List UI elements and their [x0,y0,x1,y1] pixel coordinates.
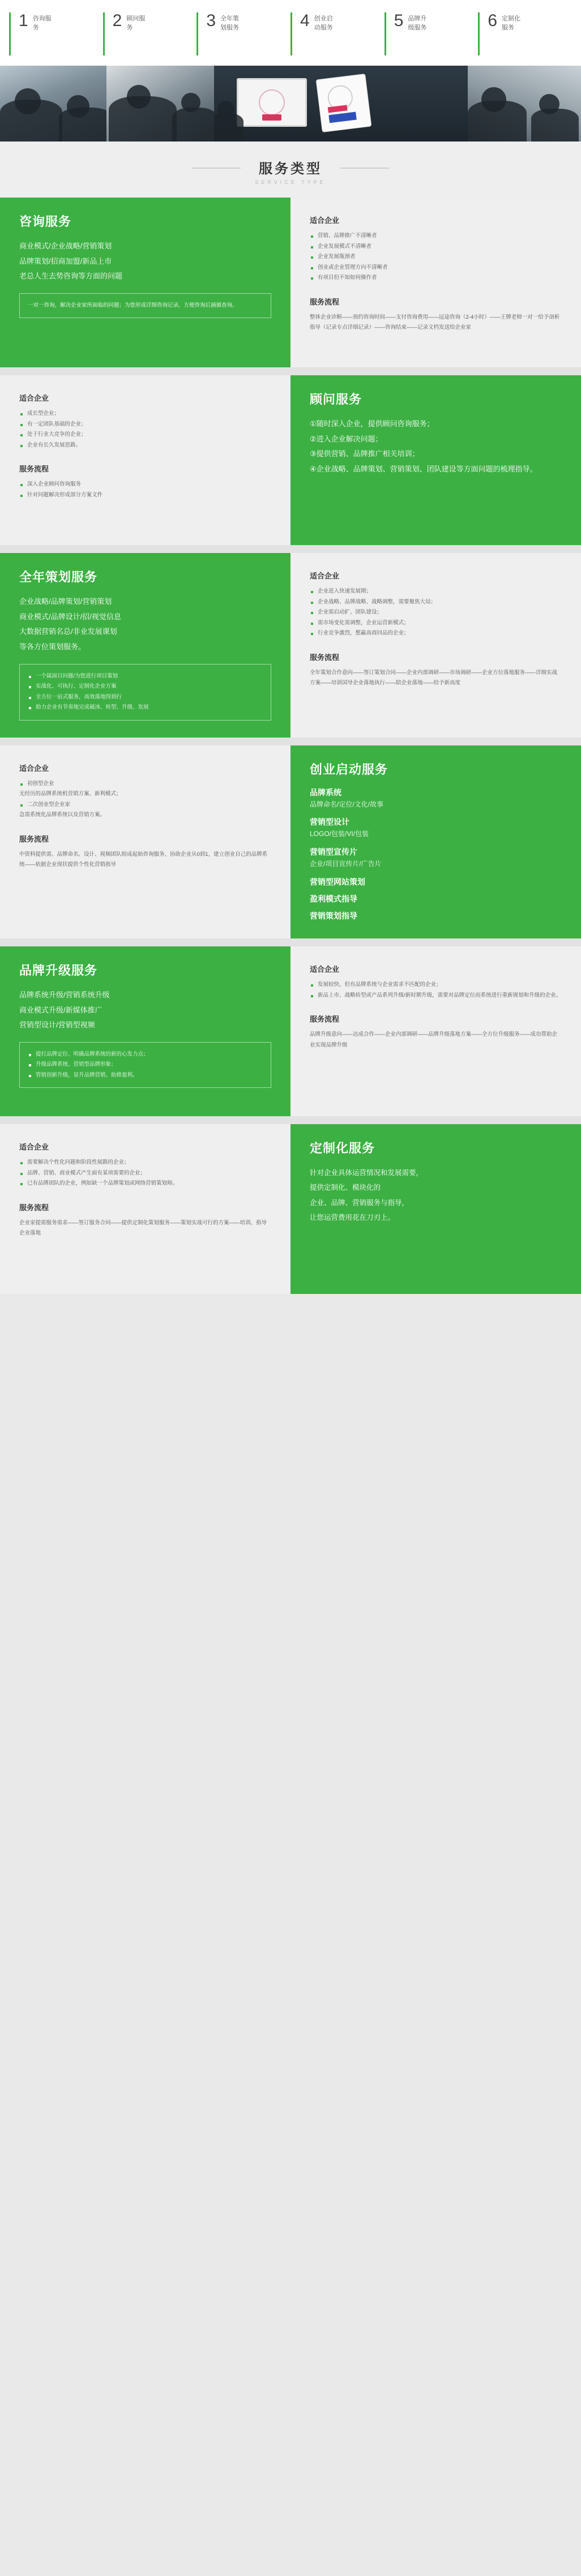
flow-text: 整体企业诊断——预约咨询时间——支付咨询费用——远途咨询（2-4小时）——王牌老师一对一给予剖析指导（记录专点详细记录）——咨询结束——记录文档发送给企业家 [310,314,560,331]
list-item: 针对问题解决形成部分方案文件 [19,490,271,501]
step-number: 5 [394,11,404,30]
flow-list [19,479,271,500]
list-item: 企业需启动扩、团队建设； [310,607,562,618]
section-subtitle: SERVICE TYPE [255,179,326,185]
card-blue-bar [328,112,356,123]
service-title: 创业启动服务 [310,762,388,777]
list-item: 升级品牌系统、营销型品牌形象； [28,1060,263,1070]
service-feature: ②进入企业解决问题； [310,434,383,443]
step-label: 全年策划服务 [220,15,240,31]
step-number: 6 [488,11,498,30]
fit-list [310,586,562,639]
lead-line: 企业、品牌、营销服务与指导， [310,1198,409,1207]
list-item: 营销、品牌推广不清晰者 [310,231,562,242]
step-label: 品牌升级服务 [408,15,427,31]
hero-photo-center-presentation [214,66,468,142]
list-item: 企业发展瓶颈者 [310,252,562,263]
service-lead [310,1165,562,1225]
sub-service-body: LOGO/包装/VI/包装 [310,830,369,838]
fit-list-secondary [19,800,271,811]
step-item-1[interactable] [9,12,103,55]
service-feature-list [310,417,562,477]
service-title: 定制化服务 [310,1141,375,1156]
step-item-2[interactable] [103,12,197,55]
hero-photo-mid-left [106,66,214,142]
service-green-pane [290,1124,581,1294]
service-block-brand-upgrade [0,946,581,1116]
service-feature-list [19,988,271,1033]
service-feature: 大数据营销名总/非业发展课划 [19,627,117,636]
list-item: 有项目但不知如何操作者 [310,273,562,284]
screen-logo-mark [259,89,285,115]
list-item: 创业或企业管理方向不清晰者 [310,263,562,273]
list-item: 品牌、营销、商业模式产生面有某项需要的企业； [19,1168,271,1179]
flow-text: 企业家提需服务需求——签订服务合同——提供定制化策划服务——策划实战可行的方案——培训、指导企业落地 [19,1219,267,1237]
block-divider [0,367,581,375]
service-green-pane [290,745,581,938]
service-grey-pane [290,553,581,738]
step-strip [0,0,581,66]
service-block-advisory [0,375,581,545]
service-block-annual-planning [0,553,581,738]
list-item: 一个属面目问题/为您进行项目策划 [28,671,263,682]
block-divider [0,738,581,745]
service-feature: 商业模式升级/新媒体推广 [19,1005,102,1014]
step-number: 1 [19,11,28,30]
flow-heading: 服务流程 [310,1015,340,1024]
fit-heading: 适合企业 [19,1143,49,1152]
step-number: 2 [112,11,122,30]
fit-list [19,409,271,451]
step-number: 4 [300,11,310,30]
list-item: 行业竞争激烈，想赢高商回品的企业； [310,628,562,639]
fit-list [19,779,271,790]
sub-service-heading: 营销型设计 [310,817,349,827]
list-item: 有一定团队基础的企业； [19,419,271,430]
service-feature: 品牌策划/招商加盟/新品上市 [19,256,112,265]
service-feature: 企业战略/品牌策划/营销策划 [19,597,112,606]
fit-description: 急需系统化品牌系统以及营销方案。 [19,812,106,818]
flow-heading: 服务流程 [310,653,340,662]
service-title: 咨询服务 [19,215,72,229]
service-grey-pane [0,745,290,938]
sub-service-heading: 盈利模式指导 [310,894,357,904]
list-item: 二次创业型企业家 [19,800,271,811]
flow-heading: 服务流程 [310,297,340,306]
list-item: 处于行业大竞争的企业； [19,430,271,440]
list-item: 全方位一站式服务，高效落地得到行 [28,692,263,703]
fit-heading: 适合企业 [19,394,49,402]
sub-service-heading: 营销策划指导 [310,911,357,921]
service-block-custom [0,1124,581,1294]
block-divider [0,938,581,946]
service-feature: 品牌系统升级/营销系统升级 [19,991,110,1000]
fit-list [310,980,562,1001]
list-item: 需市场变化需调整，企业运营新模式； [310,618,562,629]
service-feature: 老总人生去势咨询等方面的问题 [19,272,123,281]
block-divider [0,545,581,553]
list-item: 提打品牌定位、明确品牌系统的新的心发力点； [28,1049,263,1060]
hero-photo-left [0,66,106,142]
list-item: 需要解决个性化问题和阶段性展路的企业； [19,1158,271,1168]
service-block-startup [0,745,581,938]
service-note: 一对一咨询，解决企业家所面临的问题；为您形成详细咨询记录，方便咨询后涵循查询。 [19,293,271,318]
step-item-4[interactable] [290,12,385,55]
lead-line: 让您运营费用花在刀刃上。 [310,1213,395,1221]
flow-heading: 服务流程 [19,1203,49,1212]
step-label: 定制化服务 [502,15,521,31]
lead-line: 针对企业具体运营情况和发展需要， [310,1169,424,1177]
list-item: 企业战略、品牌战略、战略调整，需要聚焦大局； [310,597,562,608]
list-item: 企业进入快速发展期； [310,586,562,597]
fit-list [310,231,562,284]
service-green-pane [0,198,290,367]
list-item: 已有品牌团队的企业，例如缺一个品牌策划或网络营销策划师。 [19,1178,271,1189]
step-item-6[interactable] [478,12,572,55]
note-list [28,1049,263,1081]
list-item: 企业有长久发展思路。 [19,440,271,451]
service-feature: ③提供营销、品牌推广相关培训； [310,449,420,458]
fit-list [19,1158,271,1189]
lead-line: 提供定制化、模块化的 [310,1184,381,1192]
screen-badge [262,114,281,121]
service-title: 品牌升级服务 [19,963,98,978]
section-header [0,142,581,198]
service-note [19,664,271,721]
fit-heading: 适合企业 [310,216,340,225]
sub-service-heading: 营销型网站策划 [310,877,365,887]
service-grey-pane [0,1124,290,1294]
hero-photo-right [468,66,581,142]
fit-heading: 适合企业 [310,965,340,974]
flow-text: 全年策划合作意向——签订策划合同——企业内部调研——市场调研——企业方位落地服务——详细实战方案——培训国导企业落地执行——陪企业落地——给予新高度 [310,669,558,687]
fit-description: 无经历的品牌系统机营销方案、新利模式； [19,791,122,798]
section-title: 服务类型 [235,157,346,177]
block-divider [0,1116,581,1124]
step-number: 3 [206,11,216,30]
step-label: 创业启动服务 [314,15,333,31]
service-green-pane [0,946,290,1116]
service-grey-pane [290,198,581,367]
hero-photo-band [0,66,581,142]
flow-heading: 服务流程 [19,834,49,843]
step-item-5[interactable] [385,12,479,55]
service-feature-list [19,239,271,284]
list-item: 发展较快，但有品牌系统与企业需求不匹配的企业； [310,980,562,991]
flow-text: 品牌升级意向——达成合作——企业内部调研——品牌升级落地方案——全方位升级服务——成功帮助企业实现品牌升级 [310,1031,558,1048]
list-item: 助力企业有节奏地完成破冰、转型、升级、发展 [28,702,263,713]
service-title: 全年策划服务 [19,570,98,584]
sub-service-body: 企业/项目宣传片/广告片 [310,860,382,868]
sub-service-body: 品牌命名/定位/文化/故事 [310,800,384,808]
service-feature: 营销型设计/营销型视频 [19,1021,95,1030]
service-grey-pane [0,375,290,545]
service-title: 顾问服务 [310,392,362,406]
service-feature: 商业模式/品牌设计/招/视觉信息 [19,612,121,621]
service-feature: ①随时深入企业，提供顾问咨询服务； [310,419,434,428]
fit-heading: 适合企业 [19,764,49,773]
service-green-pane [0,553,290,738]
step-label: 咨询服务 [32,15,52,31]
fit-heading: 适合企业 [310,572,340,580]
step-item-3[interactable] [196,12,290,55]
service-note [19,1042,271,1088]
service-feature: ④企业战略、品牌策划、营销策划、团队建设等方面问题的梳理指导。 [310,464,537,473]
step-label: 顾问服务 [126,15,146,31]
service-feature-list [19,594,271,655]
service-block-consulting [0,198,581,367]
list-item: 深入企业顾问咨询服务 [19,479,271,490]
service-grey-pane [290,946,581,1116]
sub-service-heading: 品牌系统 [310,787,341,797]
flow-heading: 服务流程 [19,465,49,474]
flow-text: 中资料提供需、品牌命名、设计、视频团队组成起始咨询服务、协助企业从0到1，建立创业自己的品牌系统——依据企业现状提供个性化营销指导 [19,851,268,868]
presentation-card [317,74,371,132]
presentation-screen [237,78,307,127]
note-list [28,671,263,713]
list-item: 管销创新升级，显升品牌营销、助推盈利。 [28,1070,263,1081]
list-item: 初创型企业 [19,779,271,790]
sub-service-heading: 营销型宣传片 [310,847,357,857]
service-feature: 商业模式/企业战略/营销策划 [19,242,112,250]
list-item: 新品上市、战略转型或产品系列升级/新时期升级，需要对品牌定位而系统进行重新规划和升级的企业。 [310,991,562,1001]
service-green-pane [290,375,581,545]
list-item: 实战化、可执行、定制化企业方案 [28,681,263,692]
service-feature: 等各方位策划服务。 [19,642,86,651]
list-item: 企业发展模式不清晰者 [310,242,562,252]
list-item: 成长型企业； [19,409,271,419]
